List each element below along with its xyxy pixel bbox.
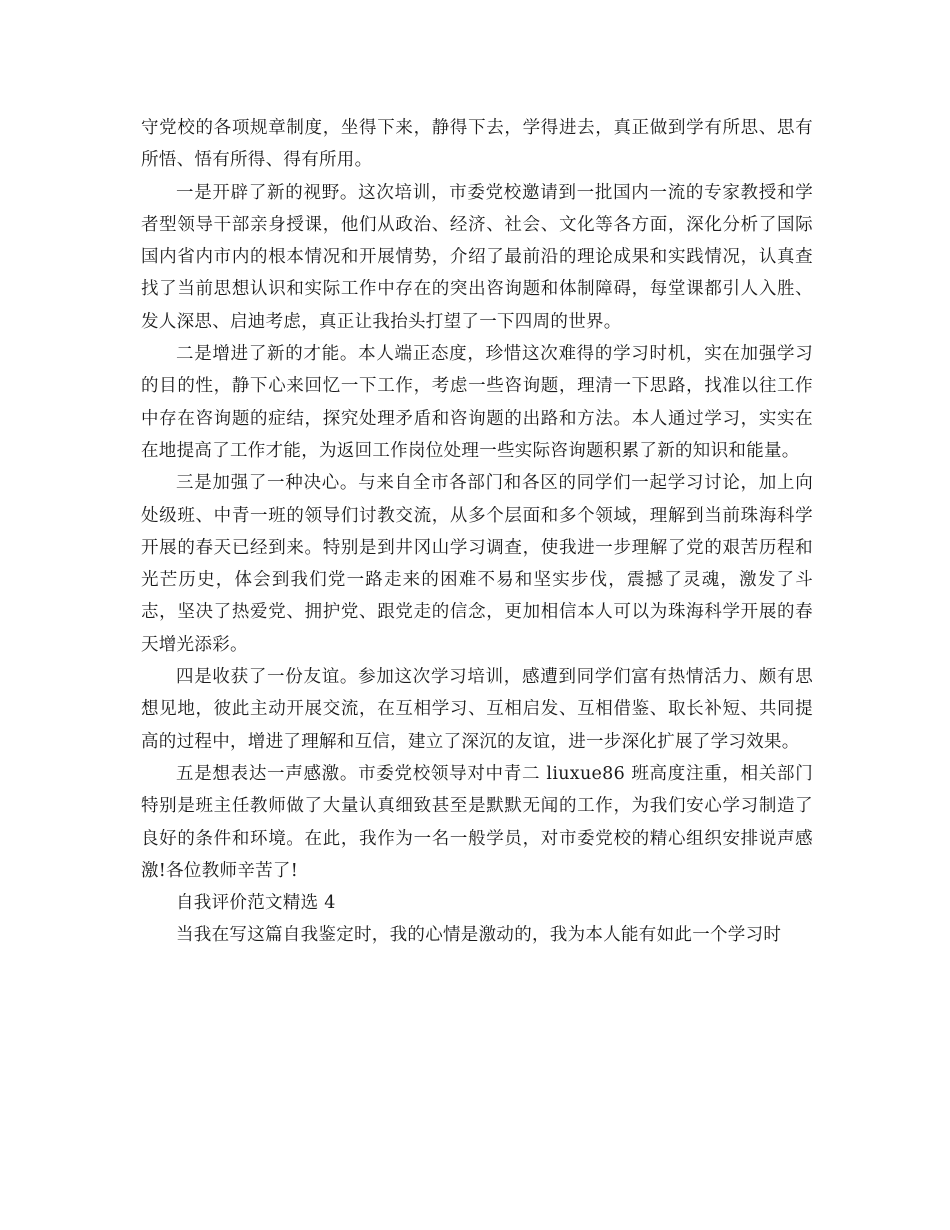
paragraph-new-ability: 二是增进了新的才能。本人端正态度，珍惜这次难得的学习时机，实在加强学习的目的性，静下心来回忆一下工作，考虑一些咨询题，理清一下思路，找准以往工作中存在咨询题的症结，探究处理矛盾和咨询题的出路和方法。本人通过学习，实实在在地提高了工作才能，为返回工作岗位处理一些实际咨询题积累了新的知识和能量。 xyxy=(141,344,813,461)
paragraph-self-appraisal-start: 当我在写这篇自我鉴定时，我的心情是激动的，我为本人能有如此一个学习时 xyxy=(176,925,782,946)
paragraph-friendship: 四是收获了一份友谊。参加这次学习培训，感遭到同学们富有热情活力、颇有思想见地，彼此主动开展交流，在互相学习、互相启发、互相借鉴、取长补短、共同提高的过程中，增进了理解和互信，建立了深沉的友谊，进一步深化扩展了学习效果。 xyxy=(141,667,813,752)
paragraph-continuation: 守党校的各项规章制度，坐得下来，静得下去，学得进去，真正做到学有所思、思有所悟、悟有所得、得有所用。 xyxy=(141,118,813,171)
document-body xyxy=(141,112,813,952)
paragraph-determination: 三是加强了一种决心。与来自全市各部门和各区的同学们一起学习讨论，加上向处级班、中青一班的领导们讨教交流，从多个层面和多个领域，理解到当前珠海科学开展的春天已经到来。特别是到井冈山学习调查，使我进一步理解了党的艰苦历程和光芒历史，体会到我们党一路走来的困难不易和坚实步伐，震撼了灵魂，激发了斗志，坚决了热爱党、拥护党、跟党走的信念，更加相信本人可以为珠海科学开展的春天增光添彩。 xyxy=(141,473,813,655)
paragraph-gratitude: 五是想表达一声感激。市委党校领导对中青二 liuxue86 班高度注重，相关部门特别是班主任教师做了大量认真细致甚至是默默无闻的工作，为我们安心学习制造了良好的条件和环境。在此，我作为一名一般学员，对市委党校的精心组织安排说声感激!各位教师辛苦了! xyxy=(141,763,813,881)
section-heading: 自我评价范文精选 4 xyxy=(176,893,336,914)
paragraph-new-vision: 一是开辟了新的视野。这次培训，市委党校邀请到一批国内一流的专家教授和学者型领导干部亲身授课，他们从政治、经济、社会、文化等各方面，深化分析了国际国内省内市内的根本情况和开展情势，介绍了最前沿的理论成果和实践情况，认真查找了当前思想认识和实际工作中存在的突出咨询题和体制障碍，每堂课都引人入胜、发人深思、启迪考虑，真正让我抬头打望了一下四周的世界。 xyxy=(141,182,813,332)
